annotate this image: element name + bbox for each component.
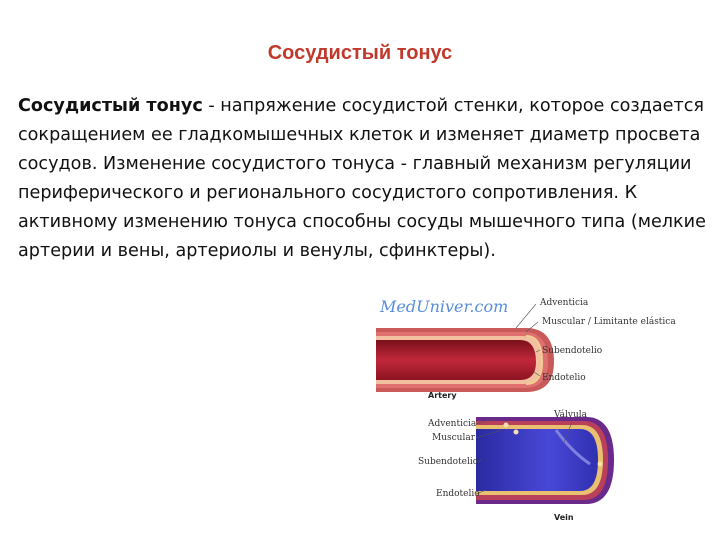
vein-label-endotelio: Endotelio	[436, 489, 480, 499]
artery-label-endotelio: Endotelio	[542, 373, 586, 383]
artery-drawing	[376, 328, 554, 392]
artery-label-subendotelio: Subendotelio	[542, 346, 603, 356]
vein-label-muscular: Muscular	[432, 433, 476, 443]
vein-label-subendotelio: Subendotelio	[418, 457, 479, 467]
vein-drawing	[476, 417, 614, 504]
vein-label-adventicia: Adventicia	[428, 419, 477, 429]
vessel-illustration	[376, 292, 676, 532]
defined-term: Сосудистый тонус	[18, 96, 203, 116]
artery-label-muscular: Muscular / Limitante elástica	[542, 317, 676, 327]
vein-label-valvula: Válvula	[554, 410, 588, 420]
definition-paragraph	[18, 92, 708, 266]
artery-label-adventicia: Adventicia	[540, 298, 589, 308]
artery-caption: Artery	[428, 391, 457, 400]
definition-text: - напряжение сосудистой стенки, которое создается сокращением ее гладкомышечных клеток и изменяет диаметр просвета сосудов. Изменение сосудистого тонуса - главный механизм регуляции периферического и регионального сосудистого сопротивления. К активному изменению тонуса способны сосуды мышечного типа (мелкие артерии и вены, артериолы и венулы, сфинктеры).	[18, 96, 706, 261]
vein-caption: Vein	[554, 513, 574, 522]
watermark: MedUniver.com	[380, 297, 509, 316]
page-title: Сосудистый тонус	[267, 42, 453, 64]
